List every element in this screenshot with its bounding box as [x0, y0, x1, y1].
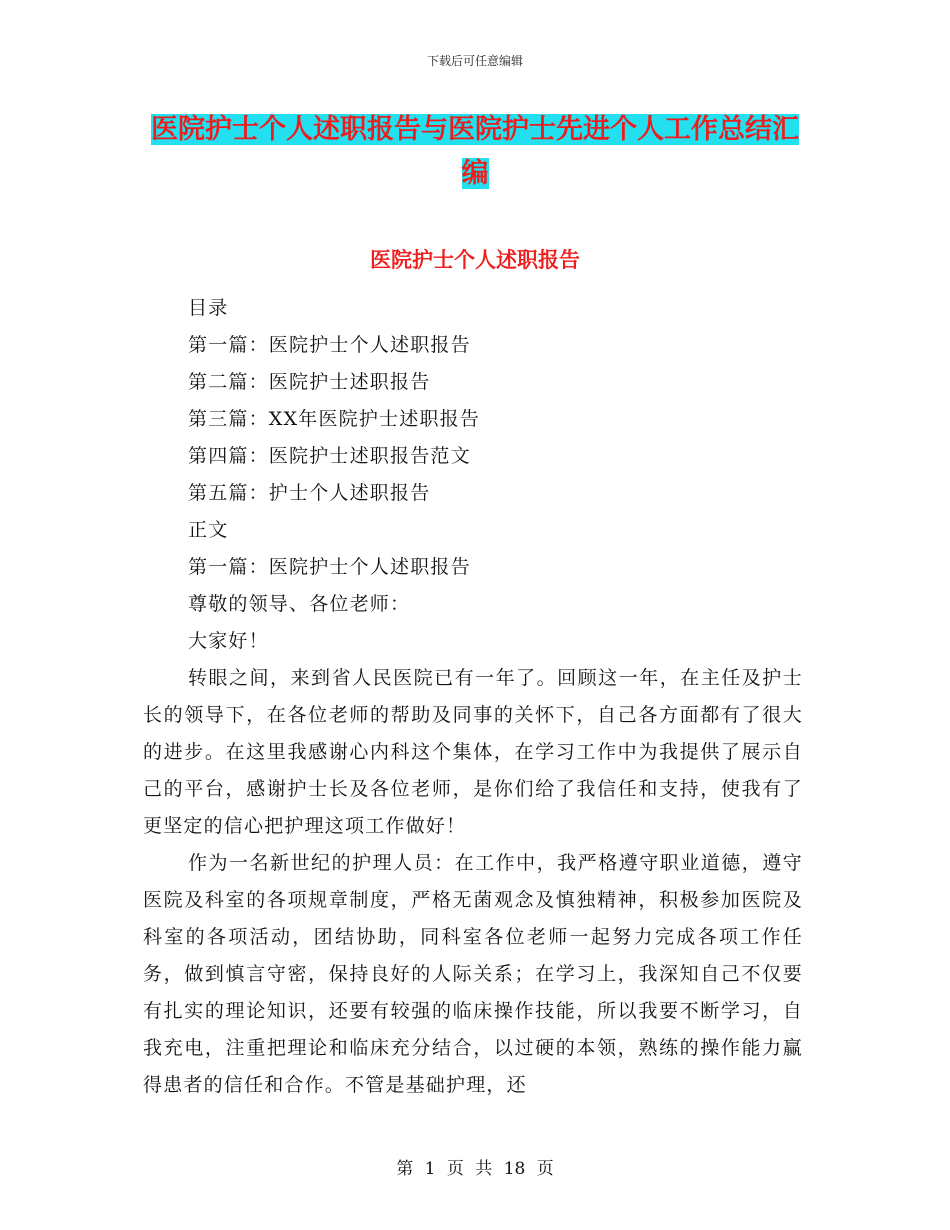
- salutation: 尊敬的领导、各位老师：: [188, 593, 411, 615]
- document-title: [142, 108, 808, 196]
- toc-heading: 目录: [188, 297, 229, 319]
- document-title-text: 医院护士个人述职报告与医院护士先进个人工作总结汇编: [151, 114, 799, 189]
- section-subtitle: 医院护士个人述职报告: [370, 247, 580, 272]
- document-body: [143, 290, 803, 1104]
- body-paragraph: 转眼之间，来到省人民医院已有一年了。回顾这一年，在主任及护士长的领导下，在各位老师的帮助及同事的关怀下，自己各方面都有了很大的进步。在这里我感谢心内科这个集体，在学习工作中为我提供了展示自己的平台，感谢护士长及各位老师，是你们给了我信任和支持，使我有了更坚定的信心把护理这项工作做好！: [143, 667, 803, 837]
- greeting: 大家好！: [188, 630, 269, 652]
- toc-item: 第三篇：XX年医院护士述职报告: [188, 408, 481, 430]
- page-footer: 第 1 页 共 18 页: [396, 1159, 554, 1179]
- body-paragraph: 作为一名新世纪的护理人员：在工作中，我严格遵守职业道德，遵守医院及科室的各项规章制度，严格无菌观念及慎独精神，积极参加医院及科室的各项活动，团结协助，同科室各位老师一起努力完成各项工作任务，做到慎言守密，保持良好的人际关系；在学习上，我深知自己不仅要有扎实的理论知识，还要有较强的临床操作技能，所以我要不断学习，自我充电，注重把理论和临床充分结合，以过硬的本领，熟练的操作能力赢得患者的信任和合作。不管是基础护理，还: [143, 852, 803, 1096]
- header-note: 下载后可任意编辑: [426, 54, 523, 68]
- toc-item: 第一篇：医院护士个人述职报告: [188, 334, 471, 356]
- body-heading: 正文: [188, 519, 229, 541]
- toc-item: 第四篇：医院护士述职报告范文: [188, 445, 471, 467]
- toc-item: 第二篇：医院护士述职报告: [188, 371, 431, 393]
- toc-item: 第五篇：护士个人述职报告: [188, 482, 431, 504]
- chapter-heading: 第一篇：医院护士个人述职报告: [188, 556, 471, 578]
